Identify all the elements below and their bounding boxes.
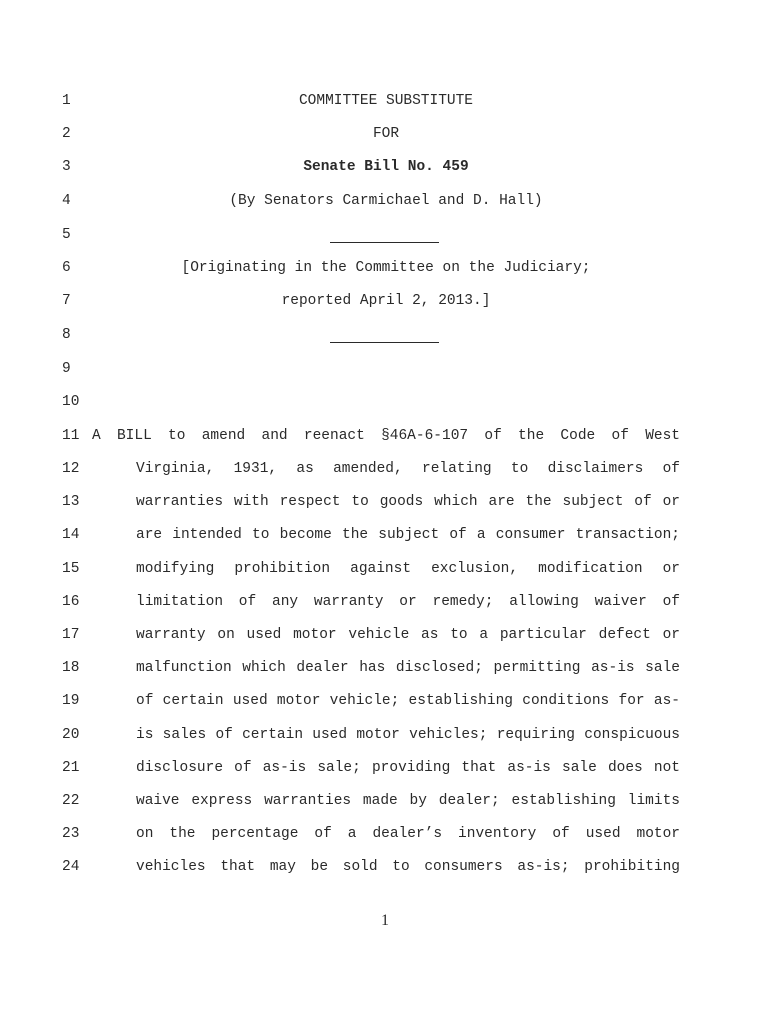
page-number: 1 — [381, 912, 389, 929]
bill-text-line: malfunction which dealer has disclosed; permitting as-is sale — [136, 660, 680, 676]
bill-text-line: is sales of certain used motor vehicles; requiring conspicuous — [136, 727, 680, 743]
line-number: 16 — [62, 594, 80, 610]
line-number: 23 — [62, 826, 80, 842]
bill-text-line: disclosure of as-is sale; providing that as-is sale does not — [136, 760, 680, 776]
line-number: 17 — [62, 627, 80, 643]
line-number: 20 — [62, 727, 80, 743]
divider-rule — [330, 242, 439, 243]
line-number: 18 — [62, 660, 80, 676]
bill-text-line: modifying prohibition against exclusion, modification or — [136, 561, 680, 577]
sponsors-line: (By Senators Carmichael and D. Hall) — [229, 193, 543, 209]
line-number: 21 — [62, 760, 80, 776]
line-number: 12 — [62, 461, 80, 477]
line-number: 2 — [62, 126, 71, 142]
divider-rule — [330, 342, 439, 343]
line-number: 22 — [62, 793, 80, 809]
line-number: 7 — [62, 293, 71, 309]
origin-line: [Originating in the Committee on the Judiciary; — [181, 260, 591, 276]
bill-text-line: warranties with respect to goods which are the subject of or — [136, 494, 680, 510]
line-number: 5 — [62, 227, 71, 243]
line-number: 11 — [62, 428, 80, 444]
line-number: 3 — [62, 159, 71, 175]
bill-text-line: limitation of any warranty or remedy; allowing waiver of — [136, 594, 680, 610]
line-number: 9 — [62, 361, 71, 377]
title-line-for: FOR — [372, 126, 400, 142]
line-number: 1 — [62, 93, 71, 109]
bill-text-line: on the percentage of a dealer’s inventory of used motor — [136, 826, 680, 842]
line-number: 10 — [62, 394, 80, 410]
bill-text-line: Virginia, 1931, as amended, relating to disclaimers of — [136, 461, 680, 477]
line-number: 4 — [62, 193, 71, 209]
title-line-committee-substitute: COMMITTEE SUBSTITUTE — [298, 93, 474, 109]
bill-text-line: warranty on used motor vehicle as to a particular defect or — [136, 627, 680, 643]
bill-name: Senate Bill No. 459 — [303, 159, 469, 175]
line-number: 6 — [62, 260, 71, 276]
bill-text-line: A BILL to amend and reenact §46A-6-107 of the Code of West — [92, 428, 680, 444]
line-number: 15 — [62, 561, 80, 577]
line-number: 8 — [62, 327, 71, 343]
line-number: 13 — [62, 494, 80, 510]
line-number: 24 — [62, 859, 80, 875]
line-number: 14 — [62, 527, 80, 543]
bill-text-line: are intended to become the subject of a consumer transaction; — [136, 527, 680, 543]
reported-date-line: reported April 2, 2013.] — [281, 293, 491, 309]
bill-text-line: waive express warranties made by dealer; establishing limits — [136, 793, 680, 809]
line-number: 19 — [62, 693, 80, 709]
bill-text-line: of certain used motor vehicle; establishing conditions for as- — [136, 693, 680, 709]
bill-text-line: vehicles that may be sold to consumers as-is; prohibiting — [136, 859, 680, 875]
